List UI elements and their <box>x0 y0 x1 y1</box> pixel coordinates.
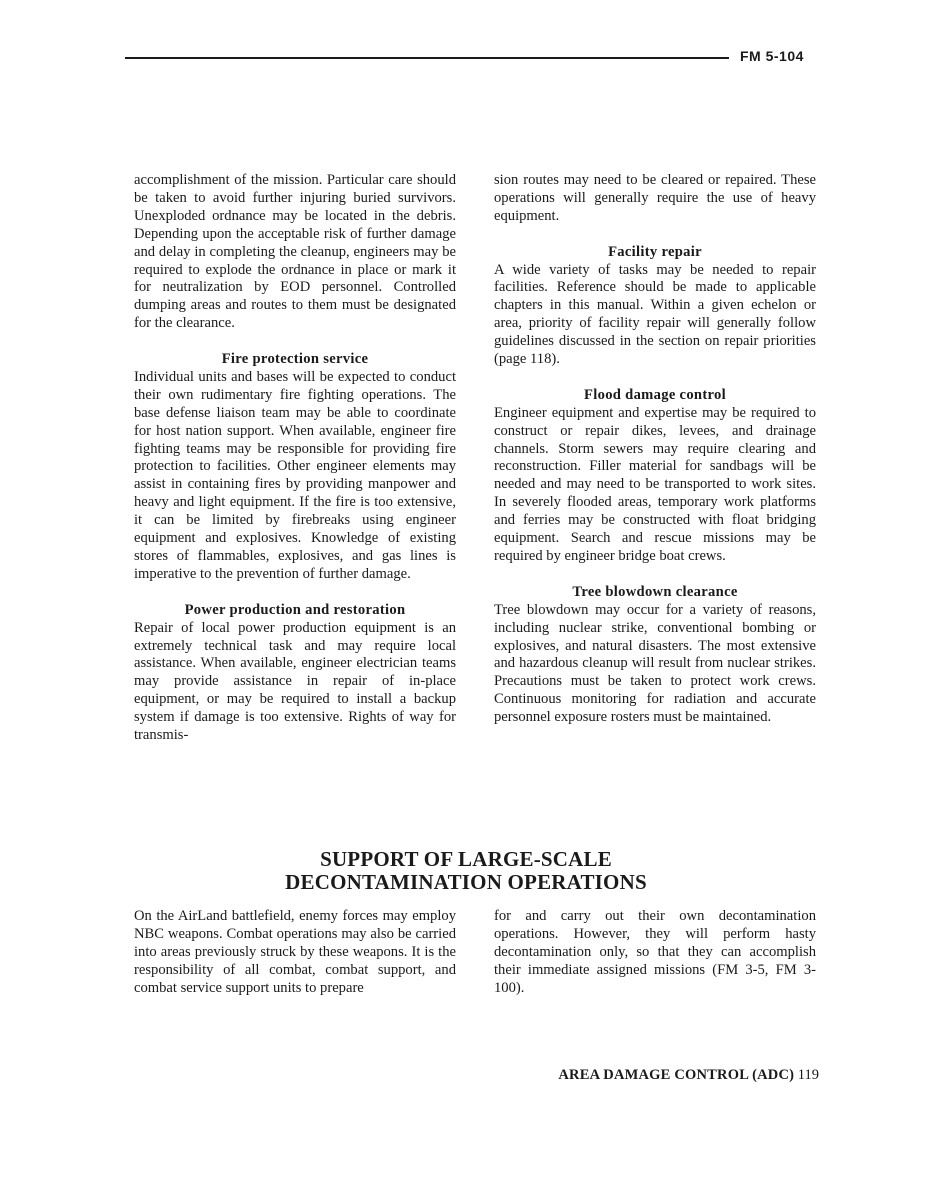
doc-code: FM 5-104 <box>740 48 804 64</box>
section-title-line-2: DECONTAMINATION OPERATIONS <box>285 870 647 894</box>
paragraph-power-production: Repair of local power production equipment is an extremely technical task and may require local assistance. When available, engineer electrician teams may provide assistance in repair of in-place equipment, or may be required to install a backup system if damage is too extensive. Rights of way for transmis- <box>134 619 456 744</box>
paragraph-facility-repair: A wide variety of tasks may be needed to repair facilities. Reference should be made to applicable chapters in this manual. Within a given echelon or area, priority of facility repair will generally follow guidelines discussed in the section on repair priorities (page 118). <box>494 261 816 368</box>
heading-tree-blowdown: Tree blowdown clearance <box>572 583 738 600</box>
heading-power-production: Power production and restoration <box>184 601 406 618</box>
right-column-top <box>494 172 816 727</box>
footer-page-number: 119 <box>797 1067 819 1083</box>
heading-facility-repair: Facility repair <box>608 243 702 260</box>
paragraph-fire-protection: Individual units and bases will be expected to conduct their own rudimentary fire fighting operations. The base defense liaison team may be able to coordinate for host nation support. When available, engineer fire fighting teams may be responsible for providing fire protection to facilities. Other engineer elements may assist in containing fires by providing manpower and heavy and light equipment. If the fire is too extensive, it can be limited by firebreaks using engineer equipment and explosives. Knowledge of existing stores of flammables, explosives, and gas lines is imperative to the prevention of further damage. <box>134 368 456 582</box>
header-rule <box>125 57 729 59</box>
paragraph-tree-blowdown: Tree blowdown may occur for a variety of reasons, including nuclear strike, conventional bombing or explosives, and natural disasters. The most extensive and hazardous cleanup will result from nuclear strikes. Precautions must be taken to protect work crews. Continuous monitoring for radiation and accurate personnel exposure rosters must be maintained. <box>494 601 816 726</box>
footer-chapter-title: AREA DAMAGE CONTROL (ADC) <box>558 1067 795 1083</box>
section-title <box>125 848 807 894</box>
page-footer <box>558 1067 819 1084</box>
paragraph-flood-damage: Engineer equipment and expertise may be required to construct or repair dikes, levees, and drainage channels. Storm sewers may require clearing and reconstruction. Filler material for sandbags will be needed and may need to be transported to work sites. In severely flooded areas, temporary work platforms and ferries may be constructed with float bridging equipment. Search and rescue missions may be required by engineer bridge boat crews. <box>494 404 816 564</box>
left-column-bottom <box>134 908 456 998</box>
paragraph-nbc-weapons: On the AirLand battlefield, enemy forces may employ NBC weapons. Combat operations may also be carried into areas previously struck by these weapons. It is the responsibility of all combat, combat support, and combat service support units to prepare <box>134 908 456 996</box>
heading-fire-protection: Fire protection service <box>221 351 369 368</box>
section-title-line-1: SUPPORT OF LARGE-SCALE <box>320 847 612 871</box>
right-column-bottom <box>494 908 816 998</box>
heading-flood-damage: Flood damage control <box>584 386 726 403</box>
paragraph-decontamination: for and carry out their own decontamination operations. However, they will perform hasty decontamination only, so that they can accomplish their immediate assigned missions (FM 3-5, FM 3-100). <box>494 908 816 996</box>
paragraph-transmission-routes: sion routes may need to be cleared or repaired. These operations will generally require the use of heavy equipment. <box>494 172 816 224</box>
paragraph-mission-cleanup: accomplishment of the mission. Particular care should be taken to avoid further injuring buried survivors. Unexploded ordnance may be located in the debris. Depending upon the acceptable risk of further damage and delay in completing the cleanup, engineers may be required to explode the ordnance in place or mark it for neutralization by EOD personnel. Controlled dumping areas and routes to them must be designated for the clearance. <box>134 172 456 332</box>
left-column-top <box>134 172 456 745</box>
